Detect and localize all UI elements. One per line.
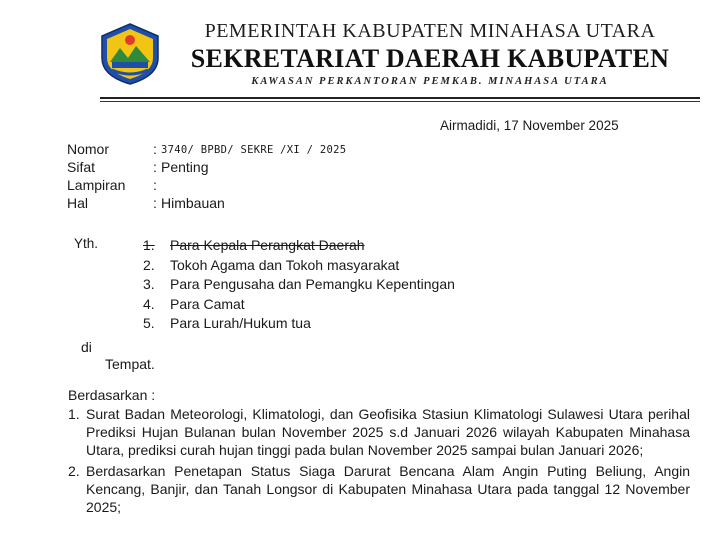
letterhead-office: SEKRETARIAT DAERAH KABUPATEN — [190, 44, 670, 73]
meta-row-nomor — [67, 140, 346, 158]
sifat-value: Penting — [161, 159, 209, 175]
list-item — [143, 236, 455, 256]
list-item-text: Para Kepala Perangkat Daerah — [170, 237, 365, 253]
recipients-tempat: Tempat. — [105, 356, 155, 372]
meta-row-hal — [67, 194, 346, 212]
recipients-di: di — [81, 339, 92, 355]
list-item-number: 2. — [143, 256, 155, 273]
colon: : — [153, 177, 157, 193]
letter-date: Airmadidi, 17 November 2025 — [440, 118, 619, 133]
lampiran-label: Lampiran — [67, 177, 126, 193]
list-item-number: 4. — [143, 295, 155, 312]
recipients-label: Yth. — [74, 236, 99, 251]
list-item-text: Para Lurah/Hukum tua — [170, 315, 311, 331]
list-item-number: 5. — [143, 315, 155, 331]
list-item-text: Para Pengusaha dan Pemangku Kepentingan — [170, 276, 455, 292]
list-item — [143, 314, 455, 334]
letter-meta — [67, 140, 346, 212]
nomor-label: Nomor — [67, 141, 110, 157]
meta-row-lampiran — [67, 176, 346, 194]
sifat-label: Sifat — [67, 159, 96, 175]
point-number: 2. — [68, 463, 80, 479]
letterhead-divider — [100, 97, 700, 99]
list-item — [143, 275, 455, 295]
nomor-value: 3740/ BPBD/ SEKRE /XI / 2025 — [161, 144, 347, 156]
list-item — [68, 462, 690, 516]
meta-row-sifat — [67, 158, 346, 176]
list-item-text: Para Camat — [170, 295, 245, 312]
body-points — [68, 405, 690, 519]
letterhead-divider-thin — [100, 101, 700, 102]
body-intro: Berdasarkan : — [68, 387, 156, 403]
list-item-number: 3. — [143, 276, 155, 292]
list-item-text: Tokoh Agama dan Tokoh masyarakat — [170, 256, 400, 273]
recipients-list — [143, 236, 455, 334]
hal-label: Hal — [67, 195, 89, 211]
list-item — [143, 256, 455, 276]
point-text: Surat Badan Meteorologi, Klimatologi, dan Geofisika Stasiun Klimatologi Sulawesi Utara perihal Prediksi Hujan Bulanan bulan November 2025 s.d Januari 2026 wilayah Kabupaten Minahasa Utara, prediksi curah hujan tinggi pada bulan November 2025 sampai bulan Januari 2026; — [86, 406, 690, 458]
colon: : — [153, 195, 157, 211]
list-item — [68, 405, 690, 459]
letterhead-address: KAWASAN PERKANTORAN PEMKAB. MINAHASA UTARA — [251, 76, 609, 87]
regency-coat-of-arms-icon — [98, 22, 162, 86]
colon: : — [153, 141, 157, 157]
point-number: 1. — [68, 406, 80, 422]
point-text: Berdasarkan Penetapan Status Siaga Darurat Bencana Alam Angin Puting Beliung, Angin Kencang, Banjir, dan Tanah Longsor di Kabupaten Minahasa Utara pada tanggal 12 November 2025; — [86, 463, 690, 515]
colon: : — [153, 159, 157, 175]
list-item — [143, 295, 455, 315]
hal-value: Himbauan — [161, 195, 225, 211]
letterhead-government: PEMERINTAH KABUPATEN MINAHASA UTARA — [204, 20, 656, 42]
letterhead — [165, 18, 695, 90]
list-item-number: 1. — [143, 237, 155, 253]
